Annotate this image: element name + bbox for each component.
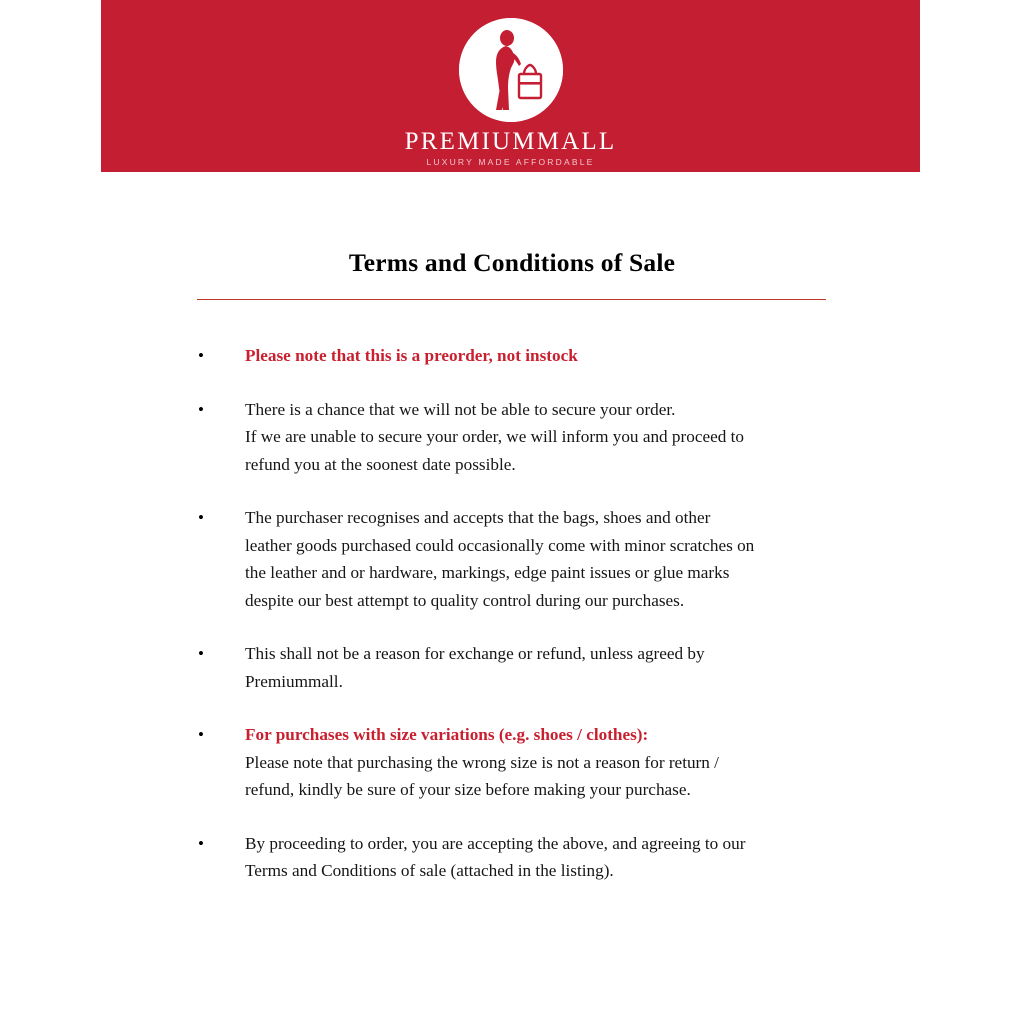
bullet-icon: •	[198, 346, 204, 365]
title-divider	[197, 299, 826, 300]
list-item-body	[245, 396, 857, 479]
list-item-body	[245, 830, 857, 885]
list-item	[197, 396, 857, 479]
list-item-body	[245, 721, 857, 804]
list-item-line: Terms and Conditions of sale (attached in the listing).	[245, 861, 614, 880]
brand-name: PREMIUMMALL	[404, 128, 617, 155]
bullet-icon: •	[198, 399, 204, 419]
list-item	[197, 342, 857, 370]
list-item-line: If we are unable to secure your order, we will inform you and proceed to	[245, 427, 744, 446]
list-item-body	[245, 342, 857, 370]
brand-logo	[381, 18, 641, 167]
list-item-body	[245, 640, 857, 695]
list-item	[197, 640, 857, 695]
brand-tagline: LUXURY MADE AFFORDABLE	[426, 156, 595, 167]
woman-with-handbag-icon	[459, 18, 563, 122]
list-item-line: There is a chance that we will not be able to secure your order.	[245, 399, 676, 419]
list-item-line: refund you at the soonest date possible.	[245, 454, 516, 474]
list-item-line: the leather and or hardware, markings, edge paint issues or glue marks	[245, 563, 730, 582]
bullet-icon: •	[198, 833, 204, 853]
bullet-icon: •	[198, 725, 204, 744]
list-item-line: By proceeding to order, you are accepting the above, and agreeing to our	[245, 833, 746, 853]
list-item	[197, 830, 857, 885]
list-item-line: refund, kindly be sure of your size before making your purchase.	[245, 780, 691, 799]
list-item-line: Please note that this is a preorder, not instock	[245, 346, 578, 365]
list-item	[197, 721, 857, 804]
list-item-line: This shall not be a reason for exchange or refund, unless agreed by	[245, 644, 705, 663]
bullet-icon: •	[198, 644, 204, 663]
list-item	[197, 504, 857, 614]
terms-list	[197, 342, 857, 885]
list-item-line: despite our best attempt to quality control during our purchases.	[245, 590, 685, 610]
page-title: Terms and Conditions of Sale	[348, 248, 676, 277]
bullet-icon: •	[198, 508, 204, 527]
list-item-heading: For purchases with size variations (e.g. shoes / clothes):	[245, 725, 649, 744]
list-item-line: leather goods purchased could occasionally come with minor scratches on	[245, 535, 755, 555]
list-item-line: Please note that purchasing the wrong size is not a reason for return /	[245, 752, 719, 772]
list-item-line: The purchaser recognises and accepts that the bags, shoes and other	[245, 508, 711, 527]
header-banner	[101, 0, 920, 172]
list-item-line: Premiummall.	[245, 671, 343, 691]
list-item-body	[245, 504, 857, 614]
